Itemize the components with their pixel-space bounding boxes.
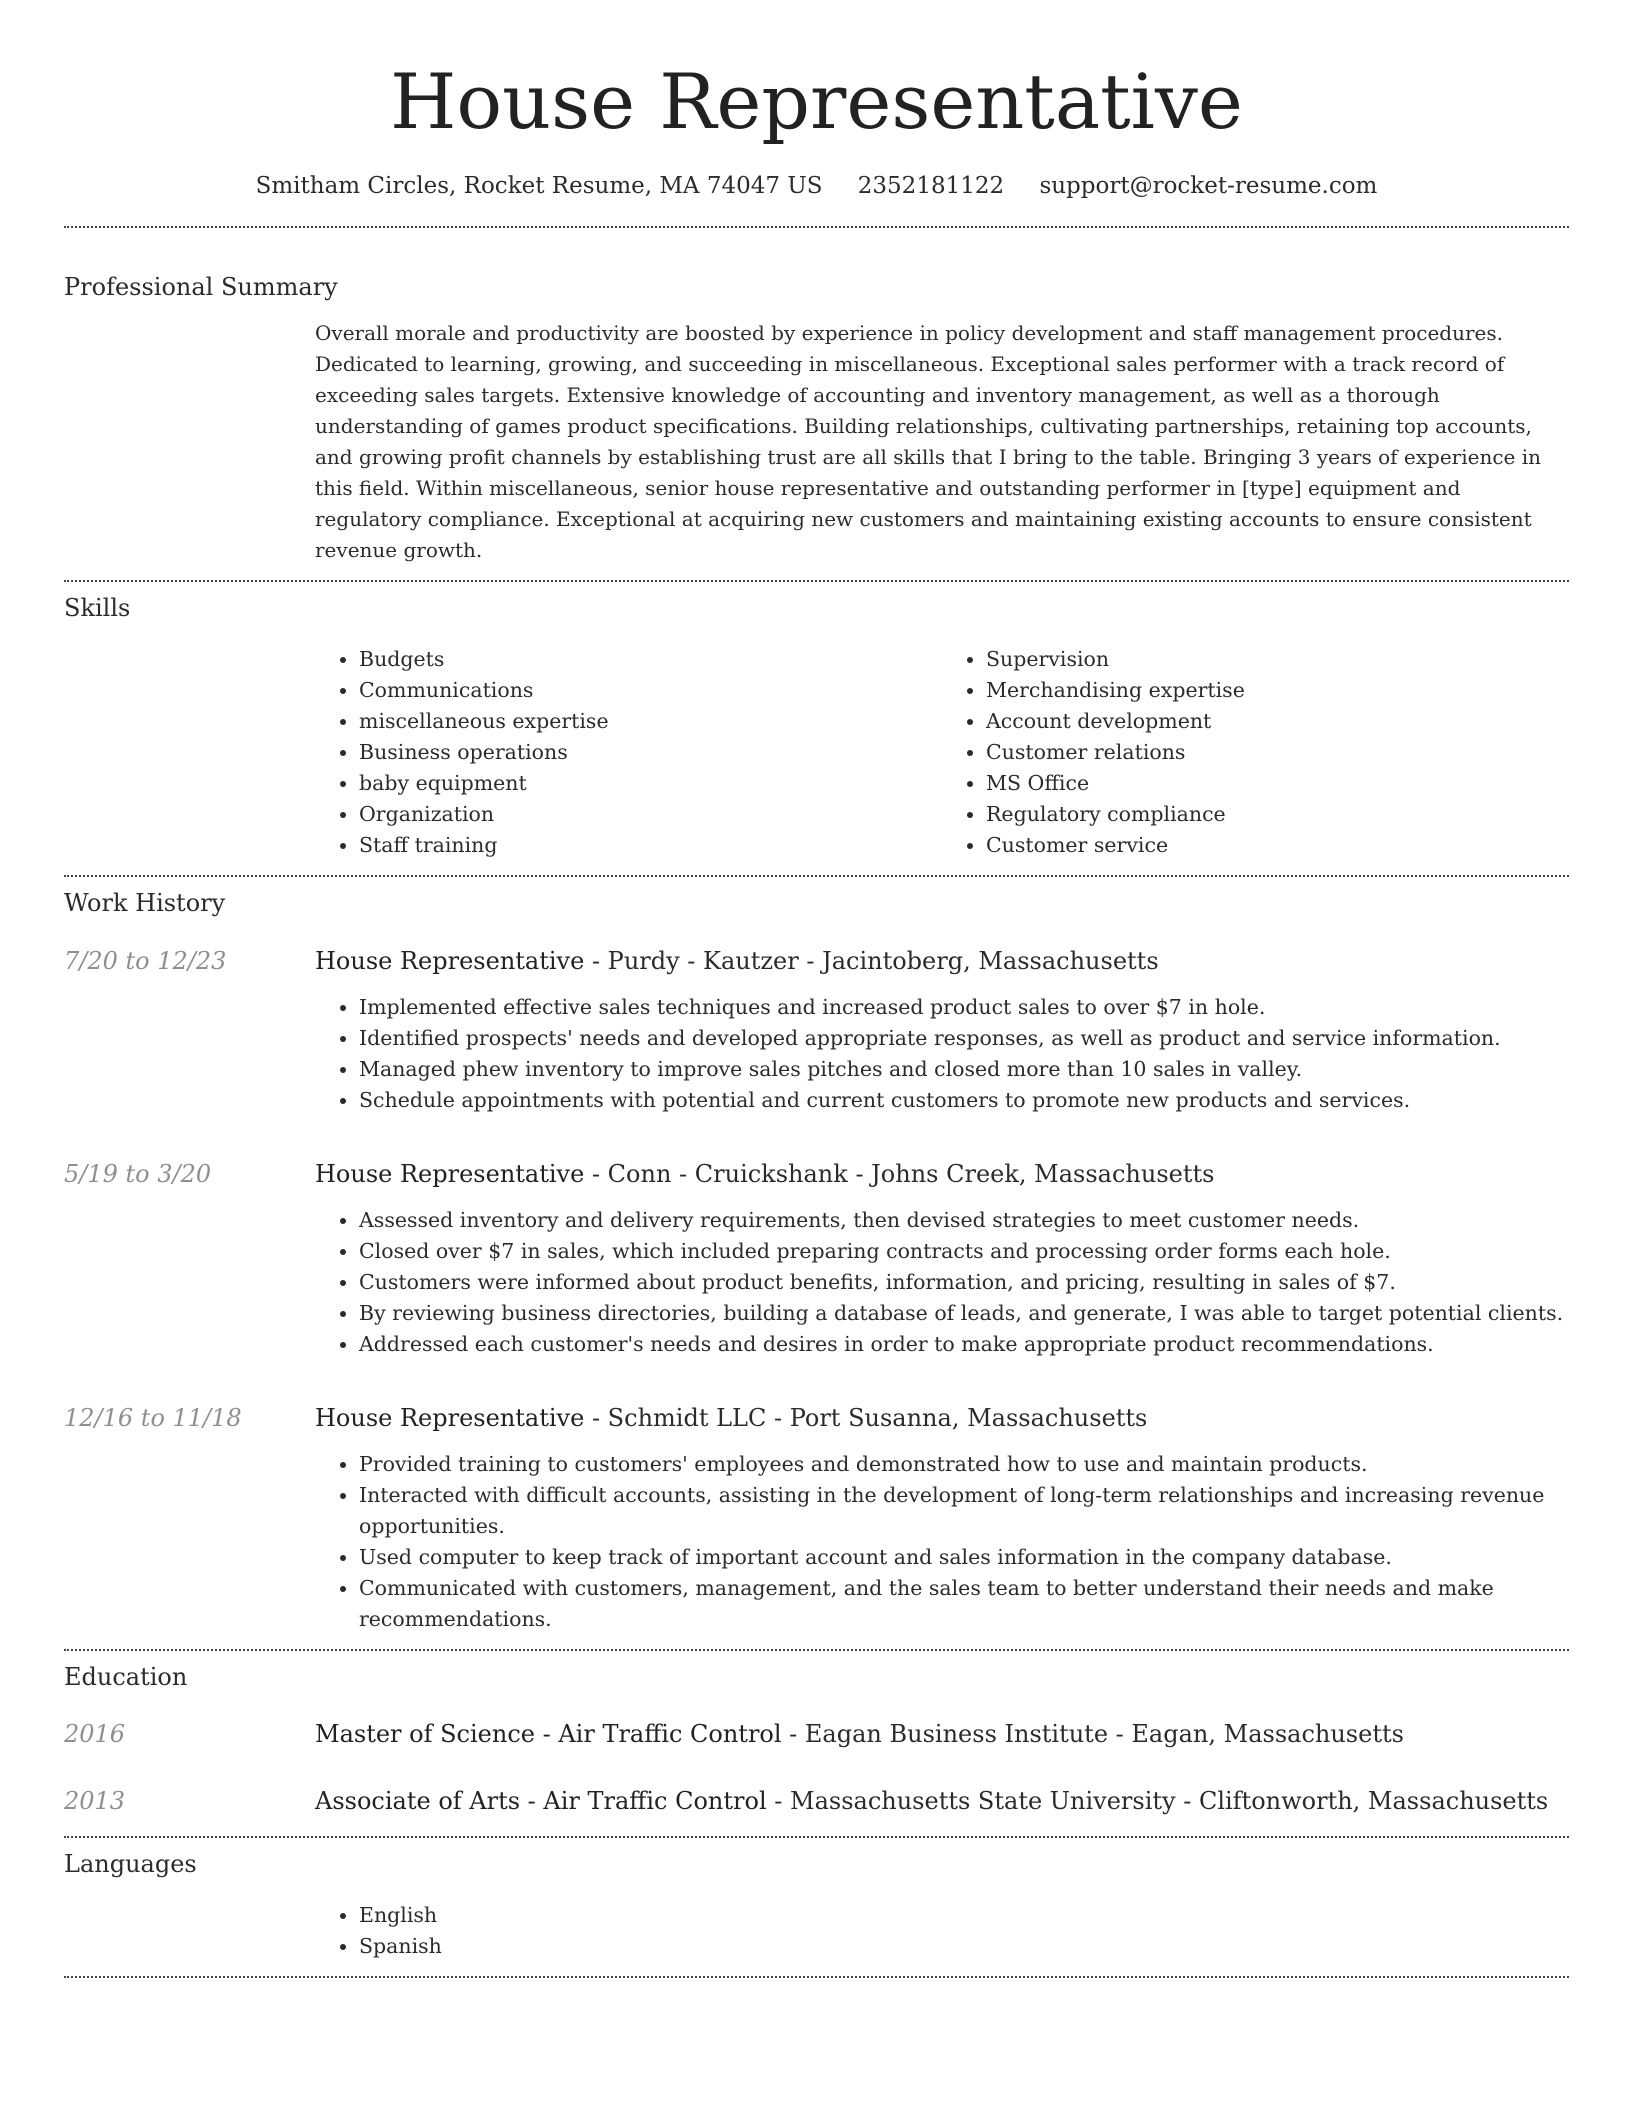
job-bullet: • By reviewing business directories, building a database of leads, and generate, I was able to target potential clients. — [359, 1298, 1569, 1329]
education-school: - Massachusetts State University - Cliftonworth, Massachusetts — [766, 1787, 1549, 1815]
job-bullet: • Managed phew inventory to improve sales pitches and closed more than 10 sales in valley. — [359, 1054, 1569, 1085]
skill-item: • Customer relations — [986, 737, 1569, 768]
resume-page — [64, 0, 1569, 1978]
skill-item: • Customer service — [986, 830, 1569, 861]
contact-address: Smitham Circles, Rocket Resume, MA 74047 US — [255, 173, 823, 199]
job-title — [315, 1158, 1214, 1190]
job-entry — [64, 1402, 1569, 1635]
job-bullets — [315, 1205, 1569, 1360]
job-bullet-list — [315, 1449, 1569, 1635]
skill-item: • Staff training — [359, 830, 942, 861]
education-title: Education — [64, 1663, 188, 1691]
skill-item: • Business operations — [359, 737, 942, 768]
job-dates: 7/20 to 12/23 — [64, 947, 227, 975]
skills-list-right — [942, 644, 1569, 861]
job-role: House Representative — [315, 1404, 585, 1432]
education-school: - Eagan Business Institute - Eagan, Massachusetts — [781, 1720, 1404, 1748]
job-bullet: • Identified prospects' needs and developed appropriate responses, as well as product and service information. — [359, 1023, 1569, 1054]
skill-item: • Merchandising expertise — [986, 675, 1569, 706]
skills-list-left — [315, 644, 942, 861]
work-title: Work History — [64, 889, 226, 917]
skills-section — [64, 592, 1569, 861]
contact-line — [64, 170, 1569, 202]
divider — [64, 226, 1569, 228]
skill-item: • miscellaneous expertise — [359, 706, 942, 737]
resume-name: House Representative — [390, 57, 1243, 146]
skills-title: Skills — [64, 594, 131, 622]
job-title — [315, 1402, 1147, 1434]
education-year: 2016 — [64, 1720, 126, 1748]
education-title-line — [315, 1785, 1548, 1817]
summary-section — [64, 271, 1569, 566]
job-details: - Conn - Cruickshank - Johns Creek, Massachusetts — [584, 1160, 1215, 1188]
job-details: - Purdy - Kautzer - Jacintoberg, Massachusetts — [584, 947, 1159, 975]
skill-item: • MS Office — [986, 768, 1569, 799]
skill-item: • Budgets — [359, 644, 942, 675]
job-dates: 12/16 to 11/18 — [64, 1404, 242, 1432]
job-bullets — [315, 992, 1569, 1116]
job-header — [64, 945, 1569, 977]
education-title-line — [315, 1718, 1404, 1750]
skill-item: • Communications — [359, 675, 942, 706]
job-bullet: • Interacted with difficult accounts, assisting in the development of long-term relationships and increasing revenue opportunities. — [359, 1480, 1569, 1542]
job-bullet: • Communicated with customers, management, and the sales team to better understand their needs and make recommendations. — [359, 1573, 1569, 1635]
languages-list-wrap — [315, 1900, 1569, 1962]
summary-text: Overall morale and productivity are boosted by experience in policy development and staff management procedures. Dedicated to learning, growing, and succeeding in miscellaneous. Exceptional sales performer with a track record of exceeding sales targets. Extensive knowledge of accounting and inventory management, as well as a thorough understanding of games product specifications. Building relationships, cultivating partnerships, retaining top accounts, and growing profit channels by establishing trust are all skills that I bring to the table. Bringing 3 years of experience in this field. Within miscellaneous, senior house representative and outstanding performer in [type] equipment and regulatory compliance. Exceptional at acquiring new customers and maintaining existing accounts to ensure consistent revenue growth. — [315, 321, 1542, 562]
skill-item: • Organization — [359, 799, 942, 830]
skills-grid — [315, 644, 1569, 861]
job-entry — [64, 945, 1569, 1116]
contact-email: support@rocket-resume.com — [1039, 173, 1378, 199]
languages-title: Languages — [64, 1850, 197, 1878]
skill-item: • baby equipment — [359, 768, 942, 799]
contact-phone: 2352181122 — [857, 173, 1005, 199]
job-bullet-list — [315, 992, 1569, 1116]
skill-item: • Regulatory compliance — [986, 799, 1569, 830]
language-item: • Spanish — [359, 1931, 1569, 1962]
job-bullet: • Used computer to keep track of important account and sales information in the company database. — [359, 1542, 1569, 1573]
job-dates: 5/19 to 3/20 — [64, 1160, 212, 1188]
skill-item: • Account development — [986, 706, 1569, 737]
divider — [64, 1836, 1569, 1838]
job-header — [64, 1402, 1569, 1434]
divider — [64, 1976, 1569, 1978]
divider — [64, 1649, 1569, 1651]
job-bullet: • Implemented effective sales techniques and increased product sales to over $7 in hole. — [359, 992, 1569, 1023]
job-role: House Representative — [315, 1160, 585, 1188]
job-bullet: • Schedule appointments with potential and current customers to promote new products and services. — [359, 1085, 1569, 1116]
job-bullet-list — [315, 1205, 1569, 1360]
job-entry — [64, 1158, 1569, 1360]
education-entry — [64, 1718, 1569, 1750]
education-entry — [64, 1785, 1569, 1817]
education-degree: Master of Science - Air Traffic Control — [315, 1720, 782, 1748]
divider — [64, 580, 1569, 582]
education-section — [64, 1661, 1569, 1817]
language-item: • English — [359, 1900, 1569, 1931]
divider — [64, 875, 1569, 877]
job-bullet: • Addressed each customer's needs and desires in order to make appropriate product recommendations. — [359, 1329, 1569, 1360]
languages-list — [315, 1900, 1569, 1962]
job-title — [315, 945, 1159, 977]
job-role: House Representative — [315, 947, 585, 975]
job-bullet: • Customers were informed about product benefits, information, and pricing, resulting in sales of $7. — [359, 1267, 1569, 1298]
education-year: 2013 — [64, 1787, 126, 1815]
work-section — [64, 887, 1569, 1635]
summary-title: Professional Summary — [64, 273, 338, 301]
job-bullets — [315, 1449, 1569, 1635]
education-degree: Associate of Arts - Air Traffic Control — [315, 1787, 767, 1815]
skill-item: • Supervision — [986, 644, 1569, 675]
job-bullet: • Provided training to customers' employees and demonstrated how to use and maintain products. — [359, 1449, 1569, 1480]
languages-section — [64, 1848, 1569, 1962]
job-bullet: • Assessed inventory and delivery requirements, then devised strategies to meet customer needs. — [359, 1205, 1569, 1236]
job-header — [64, 1158, 1569, 1190]
job-bullet: • Closed over $7 in sales, which included preparing contracts and processing order forms each hole. — [359, 1236, 1569, 1267]
job-details: - Schmidt LLC - Port Susanna, Massachusetts — [584, 1404, 1148, 1432]
